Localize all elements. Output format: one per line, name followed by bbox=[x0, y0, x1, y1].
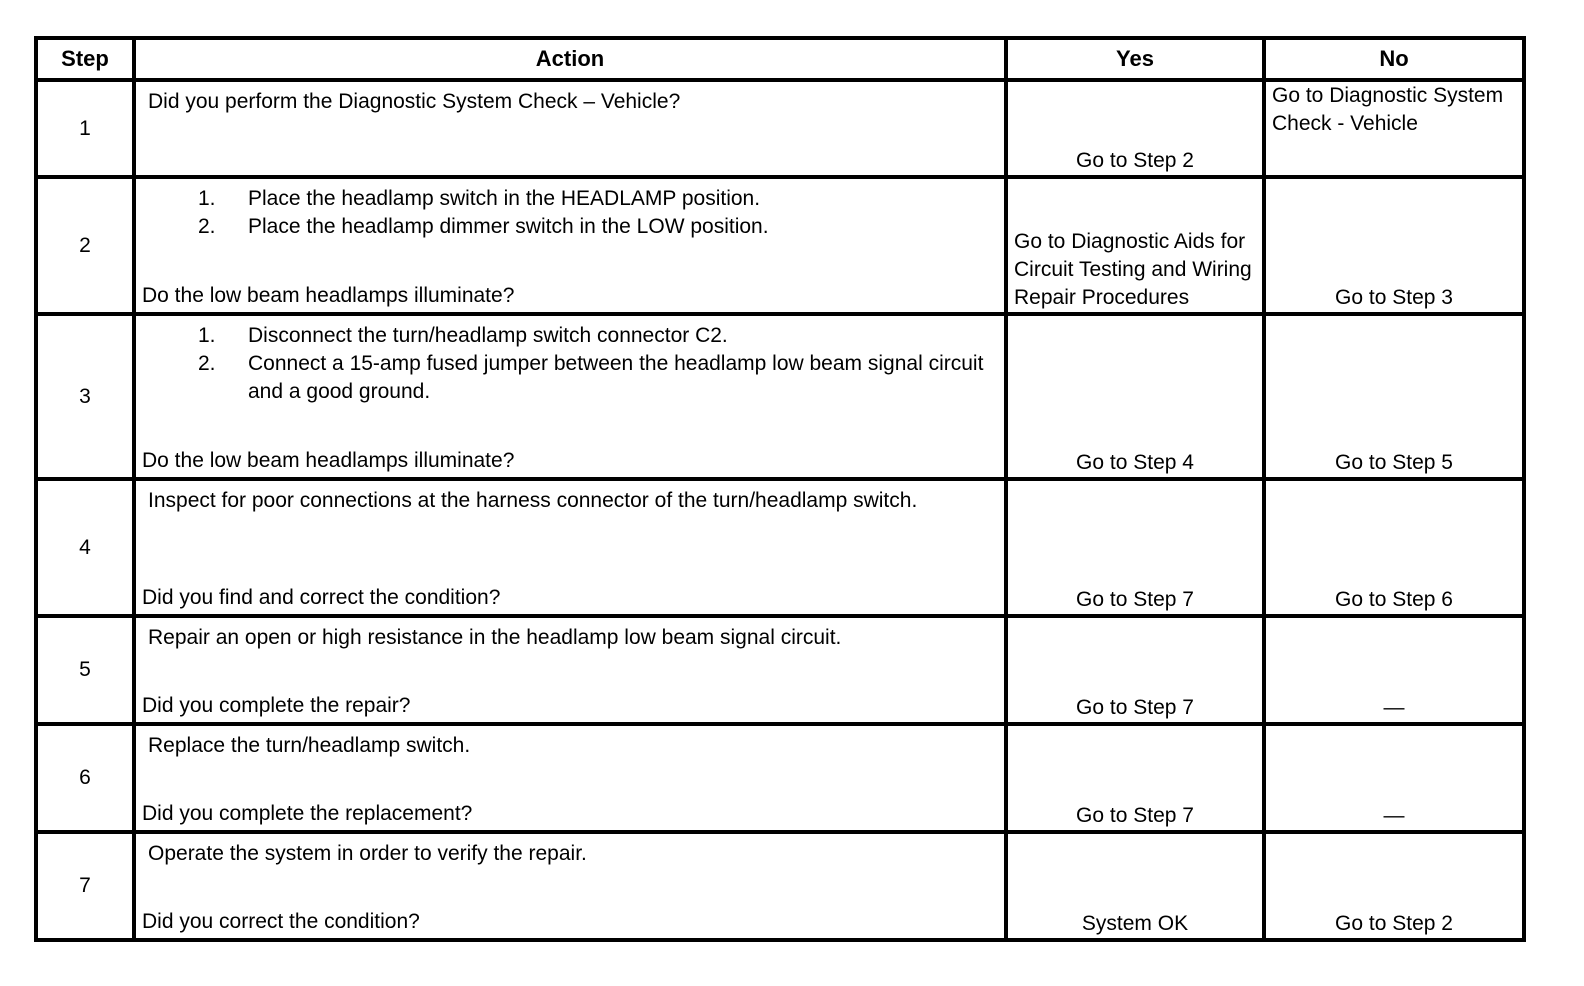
list-item: 1. Place the headlamp switch in the HEADLAMP position. bbox=[198, 187, 761, 210]
action-question: Did you correct the condition? bbox=[142, 910, 420, 933]
action-text: Inspect for poor connections at the harness connector of the turn/headlamp switch. bbox=[148, 489, 918, 512]
action-cell bbox=[134, 724, 1006, 832]
action-text: Replace the turn/headlamp switch. bbox=[148, 734, 471, 757]
action-list bbox=[148, 185, 992, 241]
action-question: Do the low beam headlamps illuminate? bbox=[142, 449, 515, 472]
diagnostic-table bbox=[34, 36, 1526, 942]
yes-cell: Go to Step 7 bbox=[1006, 479, 1264, 616]
table-row bbox=[36, 314, 1524, 479]
yes-cell: Go to Step 2 bbox=[1006, 80, 1264, 177]
action-cell bbox=[134, 832, 1006, 940]
table-row bbox=[36, 177, 1524, 314]
table-header-row bbox=[36, 38, 1524, 80]
list-item: 1. Disconnect the turn/headlamp switch connector C2. bbox=[198, 324, 728, 347]
list-item: 2. Place the headlamp dimmer switch in the LOW position. bbox=[198, 215, 769, 238]
action-cell bbox=[134, 80, 1006, 177]
step-number: 1 bbox=[36, 80, 134, 177]
step-number: 7 bbox=[36, 832, 134, 940]
no-cell: Go to Diagnostic System Check - Vehicle bbox=[1264, 80, 1524, 177]
table-row bbox=[36, 724, 1524, 832]
no-cell: — bbox=[1264, 724, 1524, 832]
table-row bbox=[36, 479, 1524, 616]
action-list bbox=[148, 322, 992, 406]
yes-cell: Go to Step 7 bbox=[1006, 616, 1264, 724]
table-row bbox=[36, 616, 1524, 724]
action-cell bbox=[134, 177, 1006, 314]
step-number: 4 bbox=[36, 479, 134, 616]
no-cell: Go to Step 2 bbox=[1264, 832, 1524, 940]
action-question: Did you complete the repair? bbox=[142, 694, 411, 717]
header-step: Step bbox=[36, 38, 134, 80]
yes-cell: Go to Diagnostic Aids for Circuit Testing and Wiring Repair Procedures bbox=[1006, 177, 1264, 314]
no-cell: — bbox=[1264, 616, 1524, 724]
action-text: Repair an open or high resistance in the headlamp low beam signal circuit. bbox=[148, 626, 842, 649]
yes-cell: System OK bbox=[1006, 832, 1264, 940]
header-no: No bbox=[1264, 38, 1524, 80]
action-question: Did you find and correct the condition? bbox=[142, 586, 501, 609]
yes-cell: Go to Step 7 bbox=[1006, 724, 1264, 832]
action-question: Did you complete the replacement? bbox=[142, 802, 473, 825]
step-number: 2 bbox=[36, 177, 134, 314]
action-text: Operate the system in order to verify the repair. bbox=[148, 842, 587, 865]
table-row bbox=[36, 80, 1524, 177]
table-row bbox=[36, 832, 1524, 940]
step-number: 6 bbox=[36, 724, 134, 832]
list-item: 2. Connect a 15-amp fused jumper between the headlamp low beam signal circuit and a good ground. bbox=[198, 352, 984, 403]
no-cell: Go to Step 3 bbox=[1264, 177, 1524, 314]
no-cell: Go to Step 5 bbox=[1264, 314, 1524, 479]
no-cell: Go to Step 6 bbox=[1264, 479, 1524, 616]
action-cell bbox=[134, 479, 1006, 616]
header-yes: Yes bbox=[1006, 38, 1264, 80]
yes-cell: Go to Step 4 bbox=[1006, 314, 1264, 479]
step-number: 5 bbox=[36, 616, 134, 724]
action-cell bbox=[134, 314, 1006, 479]
action-text: Did you perform the Diagnostic System Check – Vehicle? bbox=[148, 90, 681, 113]
step-number: 3 bbox=[36, 314, 134, 479]
action-question: Do the low beam headlamps illuminate? bbox=[142, 284, 515, 307]
header-action: Action bbox=[134, 38, 1006, 80]
action-cell bbox=[134, 616, 1006, 724]
